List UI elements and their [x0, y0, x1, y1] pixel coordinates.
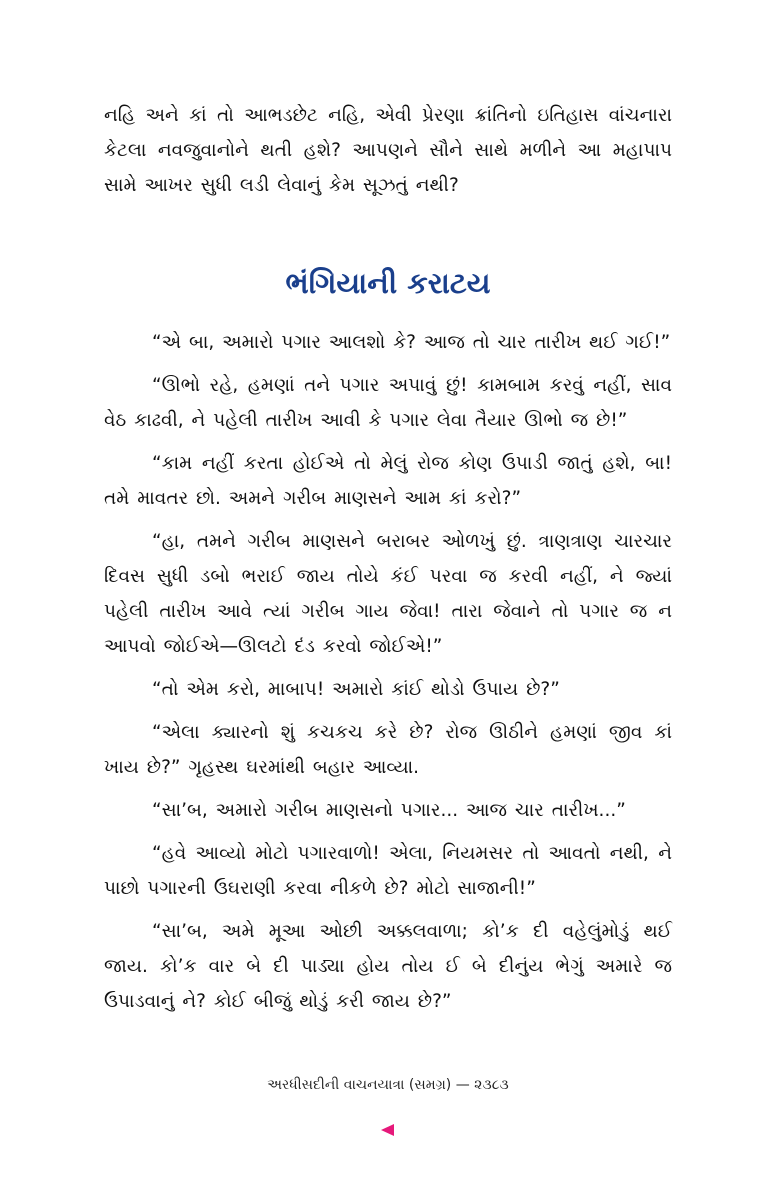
dialogue-paragraph: “એ બા, અમારો પગાર આલશો કે? આજ તો ચાર તારીખ થઈ ગઈ!” [152, 332, 671, 353]
dialogue-paragraph: “ઊભો રહે, હમણાં તને પગાર અપાવું છું! કામબામ કરવું નહીં, સાવ વેઠ કાઢવી, ને પહેલી તારીખ આવી કે પગાર લેવા તૈયાર ઊભો જ છે!” [104, 375, 672, 431]
intro-paragraph: નહિ અને કાં તો આભડછેટ નહિ, એવી પ્રેરણા ક્રાંતિનો ઇતિહાસ વાંચનારા કેટલા નવજુવાનોને થતી હશે? આપણને સૌને સાથે મળીને આ મહાપાપ સામે આખર સુધી લડી લેવાનું કેમ સૂઝતું નથી? [104, 105, 672, 196]
page-body [104, 98, 672, 1019]
dialogue-paragraph: “કામ નહીં કરતા હોઈએ તો મેલું રોજ કોણ ઉપાડી જાતું હશે, બા! તમે માવતર છો. અમને ગરીબ માણસને આમ કાં કરો?” [104, 453, 672, 509]
previous-page-arrow-icon[interactable] [381, 1124, 394, 1136]
dialogue-paragraph: “સા’બ, અમારો ગરીબ માણસનો પગાર... આજ ચાર તારીખ...” [152, 800, 626, 821]
dialogue-paragraph: “તો એમ કરો, માબાપ! અમારો કાંઈ થોડો ઉપાય છે?” [152, 679, 560, 700]
dialogue-paragraph: “સા’બ, અમે મૂઆ ઓછી અક્કલવાળા; કો’ક દી વહેલુંમોડું થઈ જાય. કો’ક વાર બે દી પાડ્યા હોય તોય ઈ બે દીનુંય ભેગું અમારે જ ઉપાડવાનું ને? કોઈ બીજું થોડું કરી જાય છે?” [104, 921, 672, 1012]
chapter-title: ભંગિયાની કરાટય [285, 266, 491, 300]
dialogue-paragraph: “હવે આવ્યો મોટો પગારવાળો! એલા, નિયમસર તો આવતો નથી, ને પાછો પગારની ઉઘરાણી કરવા નીકળે છે? મોટો સાજાની!” [104, 843, 672, 899]
page-footer: અરધીસદીની વાચનયાત્રા (સમગ્ર) — ૨૩૮૩ [267, 1077, 509, 1093]
dialogue-paragraph: “હા, તમને ગરીબ માણસને બરાબર ઓળખું છું. ત્રાણત્રાણ ચારચાર દિવસ સુધી ડબો ભરાઈ જાય તોયે કંઈ પરવા જ કરવી નહીં, ને જ્યાં પહેલી તારીખ આવે ત્યાં ગરીબ ગાય જેવા! તારા જેવાને તો પગાર જ ન આપવો જોઈએ—ઊલટો દંડ કરવો જોઈએ!” [104, 531, 672, 657]
dialogue-paragraph: “એલા ક્યારનો શું કચકચ કરે છે? રોજ ઊઠીને હમણાં જીવ કાં ખાય છે?” ગૃહસ્થ ઘરમાંથી બહાર આવ્યા. [104, 722, 672, 778]
